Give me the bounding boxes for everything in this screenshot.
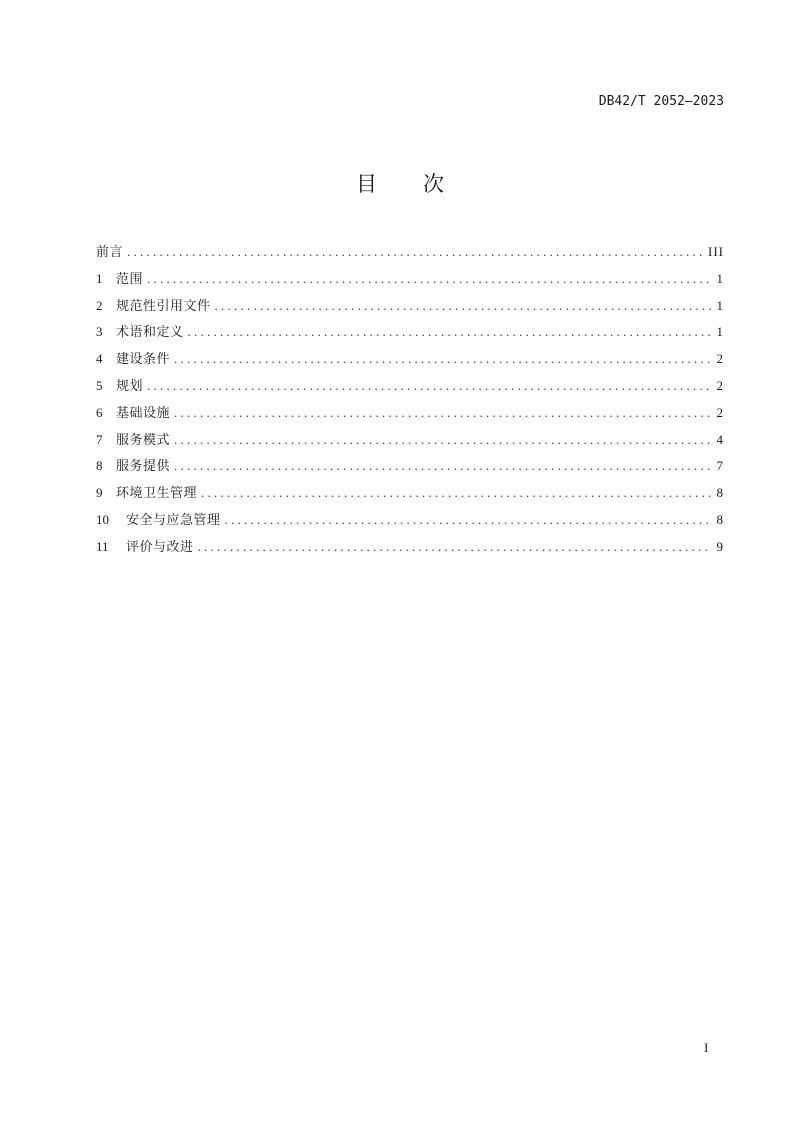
toc-entry-label: 基础设施 xyxy=(116,404,171,420)
toc-entry-label: 术语和定义 xyxy=(116,324,184,340)
toc-entry-foreword[interactable] xyxy=(96,241,724,268)
toc-leader-dots xyxy=(147,375,710,397)
toc-entry-label: 评价与改进 xyxy=(126,538,194,554)
toc-entry-page: 1 xyxy=(716,297,724,313)
toc-entry-number: 1 xyxy=(96,270,103,286)
toc-leader-dots xyxy=(147,268,710,290)
toc-entry-number: 4 xyxy=(96,351,103,367)
toc-entry-page: 8 xyxy=(716,511,724,527)
toc-entry-number: 3 xyxy=(96,324,103,340)
toc-entry-label: 规划 xyxy=(116,377,144,393)
toc-entry-4[interactable] xyxy=(96,348,724,375)
toc-leader-dots xyxy=(174,455,710,477)
page-title xyxy=(0,168,800,198)
toc-leader-dots xyxy=(215,295,711,317)
page-title-char-1: 目 xyxy=(356,172,377,196)
toc-entry-number: 10 xyxy=(96,511,109,527)
toc-entry-10[interactable] xyxy=(96,509,724,536)
toc-entry-page: 7 xyxy=(716,458,724,474)
toc-entry-number: 2 xyxy=(96,297,103,313)
toc-entry-label: 安全与应急管理 xyxy=(126,511,221,527)
toc-entry-number: 5 xyxy=(96,377,103,393)
toc-entry-2[interactable] xyxy=(96,295,724,322)
toc-entry-label: 环境卫生管理 xyxy=(116,485,198,501)
toc-entry-label: 前言 xyxy=(96,244,124,259)
toc-leader-dots xyxy=(188,321,711,343)
standard-code: DB42/T 2052—2023 xyxy=(598,94,724,109)
toc-entry-label: 范围 xyxy=(116,270,144,286)
toc-entry-page: 2 xyxy=(716,377,724,393)
toc-entry-11[interactable] xyxy=(96,536,724,563)
toc-entry-label: 服务提供 xyxy=(116,458,171,474)
toc-entry-page: 1 xyxy=(716,270,724,286)
page-number: I xyxy=(704,1040,709,1055)
toc-entry-label: 建设条件 xyxy=(116,351,171,367)
toc-leader-dots xyxy=(198,536,711,558)
toc-entry-8[interactable] xyxy=(96,455,724,482)
toc-entry-page: III xyxy=(708,244,724,259)
toc-entry-7[interactable] xyxy=(96,429,724,456)
page-title-char-2: 次 xyxy=(423,172,444,196)
toc-entry-number: 8 xyxy=(96,458,103,474)
toc-entry-page: 4 xyxy=(716,431,724,447)
toc-leader-dots xyxy=(174,429,710,451)
table-of-contents xyxy=(96,241,724,563)
toc-leader-dots xyxy=(127,241,702,263)
toc-entry-page: 2 xyxy=(716,404,724,420)
toc-entry-3[interactable] xyxy=(96,321,724,348)
toc-entry-page: 2 xyxy=(716,351,724,367)
toc-entry-page: 8 xyxy=(716,485,724,501)
toc-entry-5[interactable] xyxy=(96,375,724,402)
toc-leader-dots xyxy=(174,348,710,370)
toc-entry-number: 11 xyxy=(96,538,109,554)
toc-entry-page: 1 xyxy=(716,324,724,340)
toc-entry-label: 规范性引用文件 xyxy=(116,297,211,313)
toc-entry-number: 7 xyxy=(96,431,103,447)
toc-leader-dots xyxy=(174,402,710,424)
toc-entry-6[interactable] xyxy=(96,402,724,429)
toc-entry-label: 服务模式 xyxy=(116,431,171,447)
toc-leader-dots xyxy=(201,482,710,504)
toc-entry-1[interactable] xyxy=(96,268,724,295)
toc-entry-page: 9 xyxy=(716,538,724,554)
toc-entry-9[interactable] xyxy=(96,482,724,509)
toc-leader-dots xyxy=(225,509,711,531)
toc-entry-number: 9 xyxy=(96,485,103,501)
toc-entry-number: 6 xyxy=(96,404,103,420)
